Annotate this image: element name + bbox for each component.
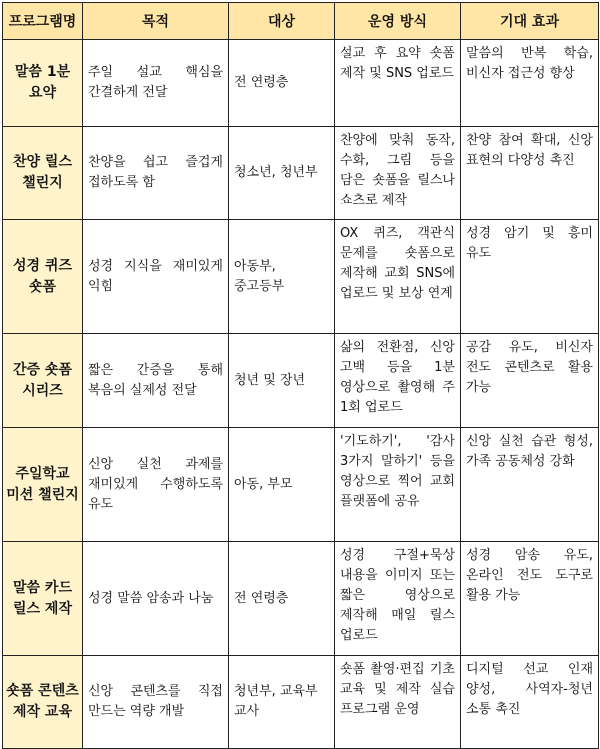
header-row: [3, 3, 599, 40]
target-cell: 청년 및 장년: [229, 334, 335, 428]
header-target: 대상: [229, 3, 335, 40]
program-table: [2, 2, 599, 749]
purpose-cell: 짧은 간증을 통해 복음의 실제성 전달: [83, 334, 229, 428]
table-row: [3, 40, 599, 127]
program-name-cell: 말씀 1분 요약: [3, 40, 83, 127]
table-row: [3, 127, 599, 220]
program-name-cell: 말씀 카드 릴스 제작: [3, 542, 83, 656]
target-cell: 아동부, 중고등부: [229, 220, 335, 334]
effect-cell: 신앙 실천 습관 형성, 가족 공동체성 강화: [461, 428, 599, 542]
table-row: [3, 428, 599, 542]
header-program-name: 프로그램명: [3, 3, 83, 40]
purpose-cell: 찬양을 쉽고 즐겁게 접하도록 함: [83, 127, 229, 220]
method-cell: 숏폼 촬영·편집 기초 교육 및 제작 실습 프로그램 운영: [335, 656, 461, 749]
table-row: [3, 542, 599, 656]
method-cell: 삶의 전환점, 신앙 고백 등을 1분 영상으로 촬영해 주 1회 업로드: [335, 334, 461, 428]
table-row: [3, 220, 599, 334]
method-cell: 설교 후 요약 숏폼 제작 및 SNS 업로드: [335, 40, 461, 127]
effect-cell: 찬양 참여 확대, 신앙 표현의 다양성 촉진: [461, 127, 599, 220]
method-cell: 찬양에 맞춰 동작, 수화, 그림 등을 담은 숏폼을 릴스나 쇼츠로 제작: [335, 127, 461, 220]
program-name-cell: 숏폼 콘텐츠 제작 교육: [3, 656, 83, 749]
method-cell: '기도하기', '감사 3가지 말하기' 등을 영상으로 찍어 교회 플랫폼에 공유: [335, 428, 461, 542]
header-method: 운영 방식: [335, 3, 461, 40]
effect-cell: 성경 암송 유도, 온라인 전도 도구로 활용 가능: [461, 542, 599, 656]
method-cell: 성경 구절+묵상 내용을 이미지 또는 짧은 영상으로 제작해 매일 릴스 업로드: [335, 542, 461, 656]
header-purpose: 목적: [83, 3, 229, 40]
program-name-cell: 간증 숏폼 시리즈: [3, 334, 83, 428]
purpose-cell: 주일 설교 핵심을 간결하게 전달: [83, 40, 229, 127]
program-name-cell: 주일학교 미션 챌린지: [3, 428, 83, 542]
table-row: [3, 656, 599, 749]
target-cell: 전 연령층: [229, 542, 335, 656]
effect-cell: 디지털 선교 인재 양성, 사역자-청년 소통 촉진: [461, 656, 599, 749]
header-effect: 기대 효과: [461, 3, 599, 40]
program-name-cell: 찬양 릴스 챌린지: [3, 127, 83, 220]
effect-cell: 말씀의 반복 학습, 비신자 접근성 향상: [461, 40, 599, 127]
purpose-cell: 성경 지식을 재미있게 익힘: [83, 220, 229, 334]
target-cell: 아동, 부모: [229, 428, 335, 542]
purpose-cell: 성경 말씀 암송과 나눔: [83, 542, 229, 656]
target-cell: 청소년, 청년부: [229, 127, 335, 220]
effect-cell: 공감 유도, 비신자 전도 콘텐츠로 활용 가능: [461, 334, 599, 428]
table-row: [3, 334, 599, 428]
program-name-cell: 성경 퀴즈 숏폼: [3, 220, 83, 334]
purpose-cell: 신앙 실천 과제를 재미있게 수행하도록 유도: [83, 428, 229, 542]
target-cell: 전 연령층: [229, 40, 335, 127]
purpose-cell: 신앙 콘텐츠를 직접 만드는 역량 개발: [83, 656, 229, 749]
method-cell: OX 퀴즈, 객관식 문제를 숏폼으로 제작해 교회 SNS에 업로드 및 보상 연계: [335, 220, 461, 334]
effect-cell: 성경 암기 및 흥미 유도: [461, 220, 599, 334]
target-cell: 청년부, 교육부 교사: [229, 656, 335, 749]
